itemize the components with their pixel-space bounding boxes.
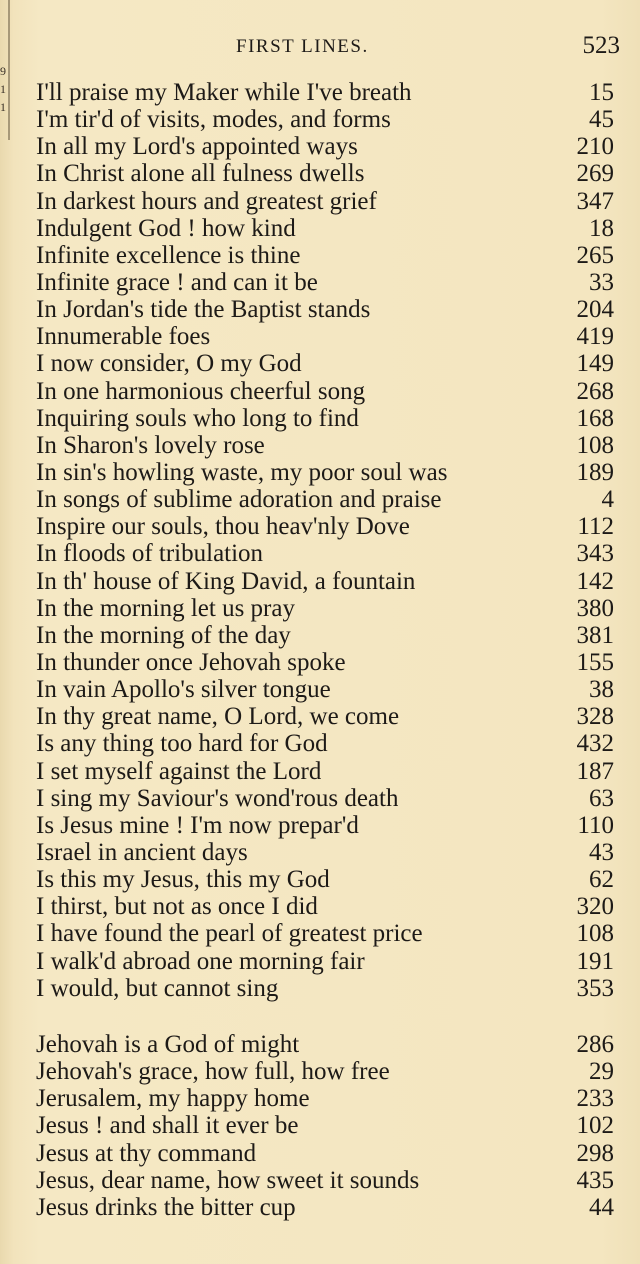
index-entry <box>36 920 614 947</box>
index-entry <box>36 595 614 622</box>
hymn-number: 187 <box>576 757 614 785</box>
first-line-text: I would, but cannot sing <box>36 974 279 1002</box>
hymn-number: 432 <box>576 730 614 758</box>
index-entry <box>36 893 614 920</box>
first-line-text: In the morning let us pray <box>36 594 295 622</box>
first-line-text: Jehovah's grace, how full, how free <box>36 1058 390 1086</box>
page-title: FIRST LINES. <box>236 36 369 57</box>
index-entry <box>36 975 614 1002</box>
index-entry <box>36 1194 614 1221</box>
first-line-text: Is Jesus mine ! I'm now prepar'd <box>36 811 359 839</box>
index-entry <box>36 215 614 242</box>
index-entry <box>36 1085 614 1112</box>
hymn-number: 62 <box>589 866 614 894</box>
index-entry <box>36 350 614 377</box>
hymn-number: 381 <box>576 621 614 649</box>
hymn-number: 189 <box>576 458 614 486</box>
index-section-j <box>36 1031 614 1221</box>
index-entry <box>36 378 614 405</box>
index-entry <box>36 866 614 893</box>
first-line-text: Indulgent God ! how kind <box>36 214 296 242</box>
hymn-number: 328 <box>576 703 614 731</box>
hymn-number: 155 <box>576 648 614 676</box>
index-entry <box>36 79 614 106</box>
first-line-text: I have found the pearl of greatest price <box>36 920 423 948</box>
first-line-text: Jesus, dear name, how sweet it sounds <box>36 1166 420 1194</box>
index-entry <box>36 160 614 187</box>
index-entry <box>36 1167 614 1194</box>
hymn-number: 419 <box>576 323 614 351</box>
hymn-number: 142 <box>576 567 614 595</box>
first-line-text: Jesus drinks the bitter cup <box>36 1193 296 1221</box>
first-line-text: Is any thing too hard for God <box>36 730 328 758</box>
hymn-number: 265 <box>576 241 614 269</box>
spine-edge <box>8 0 10 140</box>
hymn-number: 4 <box>601 486 614 514</box>
hymn-number: 45 <box>589 106 614 134</box>
hymn-number: 268 <box>576 377 614 405</box>
first-line-text: Jesus at thy command <box>36 1139 257 1167</box>
first-line-text: Infinite excellence is thine <box>36 241 301 269</box>
first-line-text: I now consider, O my God <box>36 350 302 378</box>
hymn-number: 102 <box>576 1112 614 1140</box>
hymn-number: 110 <box>577 811 614 839</box>
index-entry <box>36 323 614 350</box>
first-line-text: I'll praise my Maker while I've breath <box>36 79 412 106</box>
hymn-number: 269 <box>576 160 614 188</box>
hymn-number: 233 <box>576 1085 614 1113</box>
index-entry <box>36 513 614 540</box>
index-entry <box>36 242 614 269</box>
hymn-number: 210 <box>576 133 614 161</box>
index-entry <box>36 839 614 866</box>
hymn-number: 15 <box>589 79 614 106</box>
hymn-number: 63 <box>589 784 614 812</box>
first-line-text: Israel in ancient days <box>36 838 248 866</box>
index-entry <box>36 269 614 296</box>
margin-mark: 1 <box>0 82 6 96</box>
first-line-text: In Jordan's tide the Baptist stands <box>36 296 371 324</box>
hymn-number: 18 <box>589 214 614 242</box>
first-line-text: I'm tir'd of visits, modes, and forms <box>36 106 391 134</box>
index-entry <box>36 188 614 215</box>
hymn-number: 353 <box>576 974 614 1002</box>
index-entry <box>36 1140 614 1167</box>
first-line-text: In the morning of the day <box>36 621 291 649</box>
margin-mark: 1 <box>0 100 6 114</box>
index-entry <box>36 133 614 160</box>
first-line-text: Is this my Jesus, this my God <box>36 866 330 894</box>
hymn-number: 149 <box>576 350 614 378</box>
index-entry <box>36 948 614 975</box>
index-entry <box>36 758 614 785</box>
index-entry <box>36 703 614 730</box>
first-line-text: Jesus ! and shall it ever be <box>36 1112 299 1140</box>
index-entry <box>36 649 614 676</box>
index-entry <box>36 1031 614 1058</box>
first-line-text: In Christ alone all fulness dwells <box>36 160 365 188</box>
first-line-text: In sin's howling waste, my poor soul was <box>36 458 448 486</box>
index-entry <box>36 1112 614 1139</box>
index-entry <box>36 459 614 486</box>
first-line-text: In thunder once Jehovah spoke <box>36 648 346 676</box>
first-line-text: In one harmonious cheerful song <box>36 377 366 405</box>
index-entry <box>36 785 614 812</box>
hymn-number: 320 <box>576 893 614 921</box>
hymn-number: 343 <box>576 540 614 568</box>
hymn-number: 44 <box>589 1193 614 1221</box>
hymn-number: 286 <box>576 1031 614 1058</box>
first-line-text: In floods of tribulation <box>36 540 264 568</box>
hymn-number: 191 <box>576 947 614 975</box>
first-line-text: In th' house of King David, a fountain <box>36 567 416 595</box>
first-line-text: In Sharon's lovely rose <box>36 431 265 459</box>
first-line-text: I thirst, but not as once I did <box>36 893 318 921</box>
first-line-text: In songs of sublime adoration and praise <box>36 486 442 514</box>
hymn-number: 347 <box>576 187 614 215</box>
first-line-text: In all my Lord's appointed ways <box>36 133 358 161</box>
first-line-text: Inspire our souls, thou heav'nly Dove <box>36 513 410 541</box>
hymn-number: 29 <box>589 1058 614 1086</box>
index-entry <box>36 676 614 703</box>
hymn-number: 43 <box>589 838 614 866</box>
first-line-text: In thy great name, O Lord, we come <box>36 703 400 731</box>
index-entry <box>36 1058 614 1085</box>
index-entry <box>36 296 614 323</box>
index-section-i <box>36 79 614 1002</box>
hymn-number: 112 <box>577 513 614 541</box>
margin-mark: 9 <box>0 64 6 78</box>
index-entry <box>36 432 614 459</box>
hymn-number: 380 <box>576 594 614 622</box>
hymn-number: 204 <box>576 296 614 324</box>
first-line-text: I set myself against the Lord <box>36 757 322 785</box>
first-line-text: Jehovah is a God of might <box>36 1031 300 1058</box>
index-entry <box>36 622 614 649</box>
first-line-text: Inquiring souls who long to find <box>36 404 359 432</box>
first-line-text: Innumerable foes <box>36 323 211 351</box>
hymn-number: 435 <box>576 1166 614 1194</box>
hymn-number: 298 <box>576 1139 614 1167</box>
index-entry <box>36 540 614 567</box>
index-entry <box>36 812 614 839</box>
index-entry <box>36 106 614 133</box>
hymn-number: 38 <box>589 676 614 704</box>
index-entry <box>36 405 614 432</box>
index-entry <box>36 568 614 595</box>
first-line-text: In darkest hours and greatest grief <box>36 187 377 215</box>
first-line-text: Infinite grace ! and can it be <box>36 268 318 296</box>
hymn-number: 168 <box>576 404 614 432</box>
first-line-text: Jerusalem, my happy home <box>36 1085 310 1113</box>
first-line-text: I walk'd abroad one morning fair <box>36 947 365 975</box>
first-line-text: In vain Apollo's silver tongue <box>36 676 331 704</box>
hymn-number: 108 <box>576 431 614 459</box>
index-entry <box>36 486 614 513</box>
hymn-number: 33 <box>589 268 614 296</box>
hymn-number: 108 <box>576 920 614 948</box>
first-line-text: I sing my Saviour's wond'rous death <box>36 784 399 812</box>
margin-marks <box>0 62 8 116</box>
page-number: 523 <box>582 32 620 59</box>
index-entry <box>36 730 614 757</box>
